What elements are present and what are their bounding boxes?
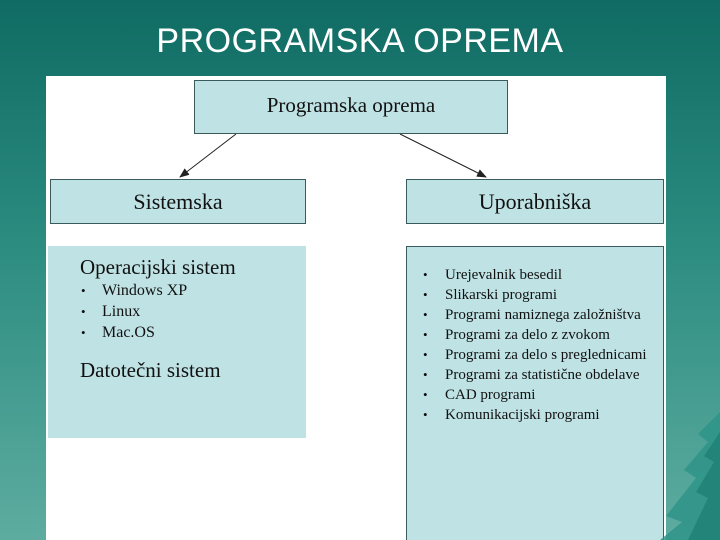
bullet-icon: • [423,347,428,362]
bullet-icon: • [423,367,428,382]
slide-title: PROGRAMSKA OPREMA [156,22,564,60]
app-list [419,265,663,425]
diagram-canvas [46,76,666,540]
arrow-to-uporabniska [400,134,486,177]
list-item: • Linux [81,303,141,320]
uporabniska-node: Uporabniška [406,179,664,224]
list-item: • Programi za statistične obdelave [423,367,640,383]
list-item: • CAD programi [423,387,536,403]
bullet-icon: • [423,327,428,342]
list-item: • Urejevalnik besedil [423,267,563,283]
bullet-icon: • [423,287,428,302]
bullet-icon: • [423,307,428,322]
os-list [80,280,306,343]
bullet-icon: • [423,407,428,422]
list-item: • Komunikacijski programi [423,407,600,423]
os-heading: Operacijski sistem [80,255,236,279]
bullet-icon: • [423,267,428,282]
root-node: Programska oprema [194,80,508,134]
list-item: • Windows XP [81,282,188,299]
list-item: • Programi za delo z zvokom [423,327,610,343]
bullet-icon: • [81,304,86,319]
list-item: • Programi namiznega založništva [423,307,641,323]
bullet-icon: • [423,387,428,402]
filesystem-heading: Datotečni sistem [80,358,221,382]
list-item: • Programi za delo s preglednicami [423,347,647,363]
sistemska-panel [48,246,306,438]
bullet-icon: • [81,283,86,298]
bullet-icon: • [81,325,86,340]
arrow-to-sistemska [180,134,236,177]
corner-decoration [660,412,720,540]
uporabniska-panel [406,246,664,540]
sistemska-node: Sistemska [50,179,306,224]
list-item: • Slikarski programi [423,287,558,303]
list-item: • Mac.OS [81,324,155,341]
